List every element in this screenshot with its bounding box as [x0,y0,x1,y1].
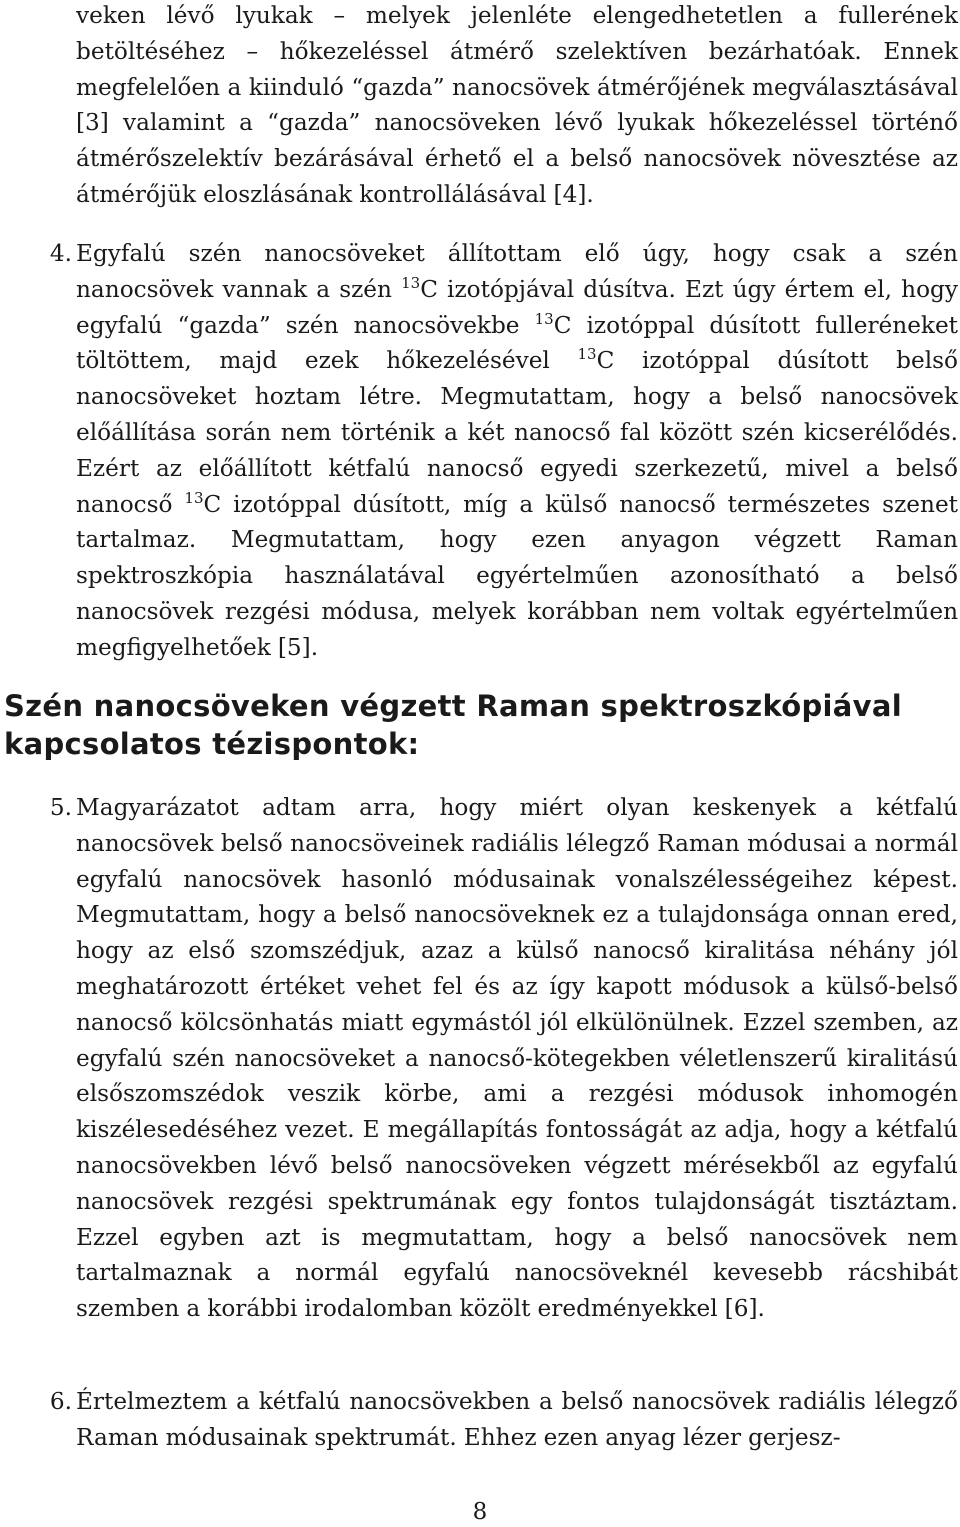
item-number: 6. [49,1388,72,1415]
page-number: 8 [472,1499,488,1525]
paragraph-intro: veken lévő lyukak – melyek jelenléte elengedhetetlen a fullerének betöltéséhez – hőkezeléssel átmérő szelektíven bezárhatóak. Ennek megfelelően a kiinduló “gazda” nanocsövek átmérőjének megválasztásával [3] valamint a “gazda” nanocsöveken lévő lyukak hőkezeléssel történő átmérőszelektív bezárásával érhető el a belső nanocsövek növesztése az átmérőjük eloszlásának kontrollálásával [4]. [76,2,958,208]
item-text: Értelmeztem a kétfalú nanocsövekben a belső nanocsövek radiális lélegző Raman módusainak spektrumát. Ehhez ezen anyag lézer gerjesz- [76,1388,958,1451]
item-text-part: C izotóppal dúsított belső nanocsöveket hoztam létre. Megmutattam, hogy a belső nanocsövek előállítása során nem történik a két nanocső fal között szén kicserélődés. Ezért az előállított kétfalú nanocső egyedi szerkezetű, mivel a belső nanocső [76,347,958,518]
isotope-superscript: 13 [401,273,421,292]
item-number: 4. [49,240,72,267]
thesis-item-4 [49,236,959,666]
isotope-superscript: 13 [534,309,554,328]
item-text-part: C izotóppal dúsított fulleréneket töltöttem, majd ezek hőkezelésével [76,311,959,375]
item-number: 5. [49,794,72,821]
item-text-part: C izotóppal dúsított, míg a külső nanocső természetes szenet tartalmaz. Megmutattam, hogy ezen anyagon végzett Raman spektroszkópia használatával egyértelműen azonosítható a belső nanocsövek rezgési módusa, melyek korábban nem voltak egyértelműen megfigyelhetőek [5]. [76,490,958,661]
thesis-item-5 [49,790,958,1327]
item-text: Magyarázatot adtam arra, hogy miért olyan keskenyek a kétfalú nanocsövek belső nanocsöveinek radiális lélegző Raman módusai a normál egyfalú nanocsövek hasonló módusainak vonalszélességeihez képest. Megmutattam, hogy a belső nanocsöveknek ez a tulajdonsága onnan ered, hogy az első szomszédjuk, azaz a külső nanocső kiralitása néhány jól meghatározott értéket vehet fel és az így kapott módusok a külső-belső nanocső kölcsönhatás miatt egymástól jól elkülönülnek. Ezzel szemben, az egyfalú szén nanocsöveket a nanocső-kötegekben véletlenszerű kiralitású elsőszomszédok veszik körbe, ami a rezgési módusok inhomogén kiszélesedéséhez vezet. E megállapítás fontosságát az adja, hogy a kétfalú nanocsövekben lévő belső nanocsöveken végzett mérésekből az egyfalú nanocsövek rezgési spektrumának egy fontos tulajdonságát tisztáztam. Ezzel egyben azt is megmutattam, hogy a belső nanocsövek nem tartalmaznak a normál egyfalú nanocsöveknél kevesebb rácshibát szemben a korábbi irodalomban közölt eredményekkel [6]. [76,794,958,1323]
section-heading: Szén nanocsöveken végzett Raman spektroszkópiával kapcsolatos tézispontok: [4,689,902,761]
thesis-item-6 [49,1384,958,1456]
isotope-superscript: 13 [577,345,597,364]
item-text-part: C izotópjával dúsítva. Ezt úgy értem el, hogy egyfalú “gazda” szén nanocsövekbe [76,275,959,339]
isotope-superscript: 13 [184,488,204,507]
item-text-part: Egyfalú szén nanocsöveket állítottam elő úgy, hogy csak a szén nanocsövek vannak a szén [76,240,958,303]
